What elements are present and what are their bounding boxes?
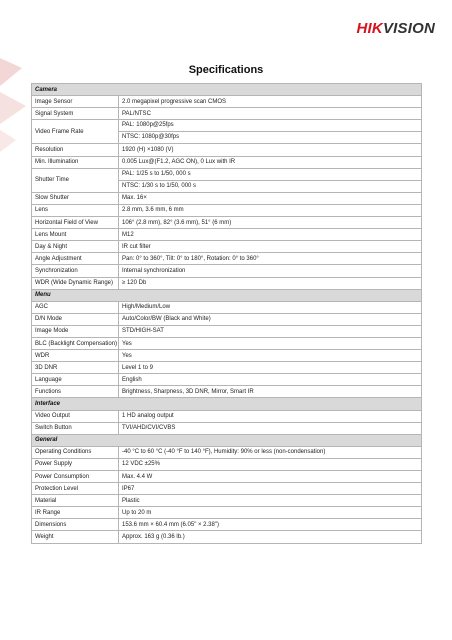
table-row [32, 337, 422, 349]
table-row [32, 241, 422, 253]
spec-label: Functions [32, 386, 119, 398]
table-row [32, 313, 422, 325]
section-header-general [32, 434, 422, 446]
spec-label: Lens [32, 204, 119, 216]
table-row [32, 253, 422, 265]
table-row [32, 350, 422, 362]
spec-label: WDR (Wide Dynamic Range) [32, 277, 119, 289]
spec-value: Level 1 to 9 [119, 362, 422, 374]
spec-value-line: NTSC: 1080p@30fps [119, 131, 421, 143]
page-title: Specifications [188, 64, 264, 76]
table-row [32, 374, 422, 386]
table-row [32, 325, 422, 337]
spec-label: Video Output [32, 410, 119, 422]
spec-value-line: PAL: 1/25 s to 1/50, 000 s [122, 170, 191, 177]
section-title: Interface [32, 398, 422, 410]
spec-value: PAL/NTSC [119, 108, 422, 120]
spec-label: Image Sensor [32, 96, 119, 108]
spec-label: Synchronization [32, 265, 119, 277]
spec-value: Internal synchronization [119, 265, 422, 277]
spec-value: 2.0 megapixel progressive scan CMOS [119, 96, 422, 108]
spec-value: IR cut filter [119, 241, 422, 253]
spec-label: Resolution [32, 144, 119, 156]
spec-value [119, 168, 422, 192]
spec-label: D/N Mode [32, 313, 119, 325]
spec-value: Auto/Color/BW (Black and White) [119, 313, 422, 325]
table-row [32, 507, 422, 519]
table-row [32, 217, 422, 229]
spec-label: Video Frame Rate [32, 120, 119, 144]
spec-label: Signal System [32, 108, 119, 120]
table-row [32, 471, 422, 483]
table-row [32, 192, 422, 204]
spec-value-line: PAL: 1080p@25fps [122, 122, 174, 129]
table-row [32, 446, 422, 458]
spec-label: Language [32, 374, 119, 386]
spec-label: Power Supply [32, 458, 119, 470]
spec-value: 1 HD analog output [119, 410, 422, 422]
spec-value: Yes [119, 350, 422, 362]
section-title: General [32, 434, 422, 446]
table-row [32, 144, 422, 156]
table-row [32, 204, 422, 216]
spec-value: 0.005 Lux@(F1.2, AGC ON), 0 Lux with IR [119, 156, 422, 168]
spec-value: 12 VDC ±25% [119, 458, 422, 470]
section-header-menu [32, 289, 422, 301]
spec-label: WDR [32, 350, 119, 362]
spec-value: Up to 20 m [119, 507, 422, 519]
spec-label: BLC (Backlight Compensation) [32, 337, 119, 349]
spec-value: English [119, 374, 422, 386]
spec-label: Slow Shutter [32, 192, 119, 204]
spec-value: Approx. 163 g (0.36 lb.) [119, 531, 422, 543]
spec-label: Material [32, 495, 119, 507]
spec-label: IR Range [32, 507, 119, 519]
spec-value: IP67 [119, 483, 422, 495]
section-title: Menu [32, 289, 422, 301]
spec-value: M12 [119, 229, 422, 241]
table-row [32, 229, 422, 241]
specifications-table [31, 83, 422, 544]
spec-label: Weight [32, 531, 119, 543]
spec-value: Max. 16× [119, 192, 422, 204]
spec-label: Lens Mount [32, 229, 119, 241]
spec-label: 3D DNR [32, 362, 119, 374]
spec-value: 106° (2.8 mm), 82° (3.6 mm), 51° (6 mm) [119, 217, 422, 229]
table-row [32, 156, 422, 168]
table-row [32, 277, 422, 289]
spec-label: Protection Level [32, 483, 119, 495]
section-header-camera [32, 84, 422, 96]
table-row [32, 495, 422, 507]
table-row [32, 386, 422, 398]
spec-value: 153.6 mm × 60.4 mm (6.05" × 2.38") [119, 519, 422, 531]
table-row [32, 483, 422, 495]
table-row [32, 422, 422, 434]
spec-value: -40 °C to 60 °C (-40 °F to 140 °F), Humidity: 90% or less (non-condensation) [119, 446, 422, 458]
spec-value-line: NTSC: 1/30 s to 1/50, 000 s [119, 180, 421, 192]
spec-value: Yes [119, 337, 422, 349]
spec-label: Operating Conditions [32, 446, 119, 458]
spec-label: Day & Night [32, 241, 119, 253]
spec-label: Image Mode [32, 325, 119, 337]
section-header-interface [32, 398, 422, 410]
spec-value: STD/HIGH-SAT [119, 325, 422, 337]
table-row [32, 458, 422, 470]
spec-label: AGC [32, 301, 119, 313]
spec-value: Brightness, Sharpness, 3D DNR, Mirror, Smart IR [119, 386, 422, 398]
spec-value: Plastic [119, 495, 422, 507]
spec-value: Max. 4.4 W [119, 471, 422, 483]
spec-label: Dimensions [32, 519, 119, 531]
table-row [32, 362, 422, 374]
table-row [32, 120, 422, 144]
spec-value: Pan: 0° to 360°, Tilt: 0° to 180°, Rotation: 0° to 360° [119, 253, 422, 265]
spec-label: Horizontal Field of View [32, 217, 119, 229]
table-row [32, 96, 422, 108]
section-title: Camera [32, 84, 422, 96]
table-row [32, 301, 422, 313]
table-row [32, 531, 422, 543]
spec-value: 1920 (H) ×1080 (V) [119, 144, 422, 156]
spec-label: Shutter Time [32, 168, 119, 192]
hikvision-logo: HIKVISION [356, 20, 435, 37]
spec-label: Min. Illumination [32, 156, 119, 168]
table-row [32, 519, 422, 531]
spec-value: High/Medium/Low [119, 301, 422, 313]
spec-label: Switch Button [32, 422, 119, 434]
table-row [32, 108, 422, 120]
table-row [32, 410, 422, 422]
spec-label: Angle Adjustment [32, 253, 119, 265]
table-row [32, 168, 422, 192]
spec-value [119, 120, 422, 144]
spec-value: TVI/AHD/CVI/CVBS [119, 422, 422, 434]
spec-label: Power Consumption [32, 471, 119, 483]
table-row [32, 265, 422, 277]
spec-value: 2.8 mm, 3.6 mm, 6 mm [119, 204, 422, 216]
spec-value: ≥ 120 Db [119, 277, 422, 289]
